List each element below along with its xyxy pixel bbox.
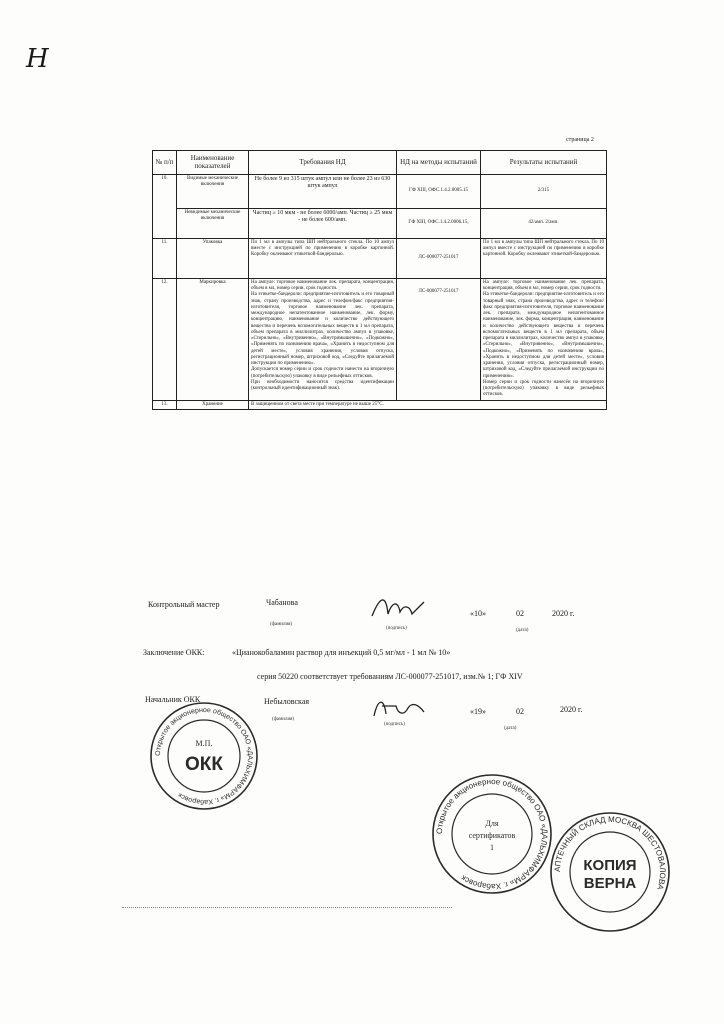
stamp-company-line1: Для [485,819,499,828]
row-method: ГФ XIII, ОФС.1.4.2.0006.15, [397,208,481,238]
row-indicator: Маркировка [177,278,249,400]
col-header-indicator: Наименование показателей [177,151,249,175]
result-label: На этикетке-бандероли: предприятие-изготовитель и его товарный знак, страна производства, адрес и телефон/факс предприятия-изготовителя, торговое наименование лек. препарата, международное непатентованное наименование, лек. форма, концентрация, наименование и количество действующего вещества и перечень вспомогательных веществ в 1 мл препарата, объем препарата в миллилитрах, количество ампул в упаковке, «Стерильно», «Внутривенно», «Внутримышечно», «Подкожно», «Применять по назначению врача», «Хранить в недоступном для детей месте», условия хранения, условия отпуска, регистрационный номер, штриховой код, «Следуйте прилагаемой инструкции по применению». [483,292,604,379]
stamp-company-line2: сертификатов [468,831,516,840]
control-date-caption: (дата) [516,628,529,633]
row-indicator: Видимые механические включения [177,174,249,208]
control-name-caption: (фамилия) [270,622,293,627]
handwritten-corner-mark: Н [26,44,49,74]
result-embossing: Номер серии и срок годности нанесён на вторичную (потребительскую) упаковку в виде рельефных оттисков. [483,379,604,398]
requirement-label: На этикетке-бандероли: предприятие-изготовитель и его товарный знак, страну производства, адрес и телефон/факс предприятия-изготовителя, торговое наименование лек. препарата, международное непатентованное наименование, лек. форму, концентрацию, наименование и количество действующего вещества и перечень вспомогательных веществ в 1 мл препарата, объем препарата в миллилитрах, количество ампул в упаковке, «Стерильно», «Внутривенно», «Внутримышечно», «Подкожно», «Применять по назначению врача», «Хранить в недоступном для детей месте», условия хранения, условия отпуска, регистрационный номер, штриховой код, «Следуйте прилагаемой инструкции по применению». [251,292,394,367]
conclusion-label: Заключение ОКК: [143,648,205,657]
table-row [153,278,607,400]
chief-label: Начальник ОКК [145,695,201,704]
stamp-copy-line1: КОПИЯ [583,857,637,874]
stamp-copy-ring: АПТЕЧНЫЙ СКЛАД МОСКВА ШЕСТОВАЛОВА [552,814,668,891]
control-name: Чабанова [266,598,298,607]
col-header-method: НД на методы испытаний [397,151,481,175]
chief-sign-caption: (подпись) [384,722,405,727]
row-indicator: Невидимые механические включения [177,208,249,238]
row-requirement: Частиц ≥ 10 мкм - не более 6000/амп. Частиц ≥ 25 мкм - не более 600/амп. [249,208,397,238]
row-requirement [249,278,397,400]
row-method: ЛС-000077-251017 [397,238,481,278]
page-label: страница 2 [566,137,594,143]
control-date-year: 2020 г. [552,609,575,618]
table-header-row [153,151,607,175]
row-indicator: Хранение [177,400,249,409]
row-result: 2/315 [481,174,607,208]
row-requirement: По 1 мл в ампулы типа ШП нейтрального стекла. По 10 ампул вместе с инструкцией по применению в коробке картонной. Коробку оклеивают этикеткой-бандеролью. [249,238,397,278]
row-result [481,278,607,400]
scan-dotted-line [122,907,452,908]
row-method: ЛС-000077-251017 [397,278,481,400]
conclusion-series-line: серия 50220 соответствует требованиям ЛС-000077-251017, изм.№ 1; ГФ XIV [257,672,523,681]
requirement-embossing: Допускается номер серии и срок годности нанести на вторичную (потребительскую) упаковку в виде рельефных оттисков. [251,367,394,379]
row-indicator: Упаковка [177,238,249,278]
row-num: 13. [153,400,177,409]
row-result: По 1 мл в ампулы типа ШП нейтрального стекла. По 10 ампул вместе с инструкцией по применению в коробке картонной. Коробку оклеивают этикеткой-бандеролью. [481,238,607,278]
chief-name-caption: (фамилия) [272,717,295,722]
control-date-day: «10» [470,609,486,618]
col-header-num: № п/п [153,151,177,175]
requirement-identification: При необходимости наносятся средства идентификации (контрольный идентификационный знак). [251,379,394,392]
chief-date-year: 2020 г. [560,705,583,714]
stamp-company-line3: 1 [490,843,494,852]
stamp-company-ring: Открытое акционерное общество ОАО «ДАЛЬХИМФАРМ» г. Хабаровск [434,776,550,892]
row-num: 11. [153,238,177,278]
chief-date-day: «19» [470,707,486,716]
chief-date-month: 02 [516,707,524,716]
stamp-copy [548,810,672,934]
row-storage-text: В защищенном от света месте при температуре не выше 25°С. [249,400,607,409]
chief-date-caption: (дата) [504,726,517,731]
row-method: ГФ XIII, ОФС.1.4.2.0005.15 [397,174,481,208]
control-label: Контрольный мастер [148,600,220,609]
table-row [153,174,607,208]
control-sign-caption: (подпись) [386,626,407,631]
row-result: 42/амп. 2/амп. [481,208,607,238]
stamp-okk [148,700,260,812]
stamp-okk-ring: Открытое акционерное общество ОАО «ДАЛЬХИМФАРМ» г. Хабаровск [154,706,254,806]
control-signature [368,592,428,624]
row-requirement: Не более 9 из 315 штук ампул или не более 23 из 630 штук ампул [249,174,397,208]
requirement-ampoule: На ампуле: торговое наименование лек. препарата, концентрация, объем в мл, номер серии, срок годности. [251,279,394,292]
stamp-company [430,772,554,896]
table-row [153,400,607,409]
table-row [153,208,607,238]
row-num: 10. [153,174,177,238]
stamp-okk-mp: М.П. [195,739,213,748]
table-row [153,238,607,278]
stamp-okk-center: ОКК [185,754,223,775]
control-date-month: 02 [516,609,524,618]
spec-table [152,150,607,410]
col-header-result: Результаты испытаний [481,151,607,175]
stamp-copy-line2: ВЕРНА [583,875,637,892]
conclusion-product: «Цианокобаламин раствор для инъекций 0,5 мг/мл - 1 мл № 10» [232,648,451,657]
chief-name: Небыловская [264,697,310,706]
chief-signature [368,694,428,722]
result-ampoule: На ампуле: торговое наименование лек. препарата, концентрация, объем в мл, номер серии, срок годности. [483,279,604,292]
row-num: 12. [153,278,177,400]
col-header-requirement: Требования НД [249,151,397,175]
